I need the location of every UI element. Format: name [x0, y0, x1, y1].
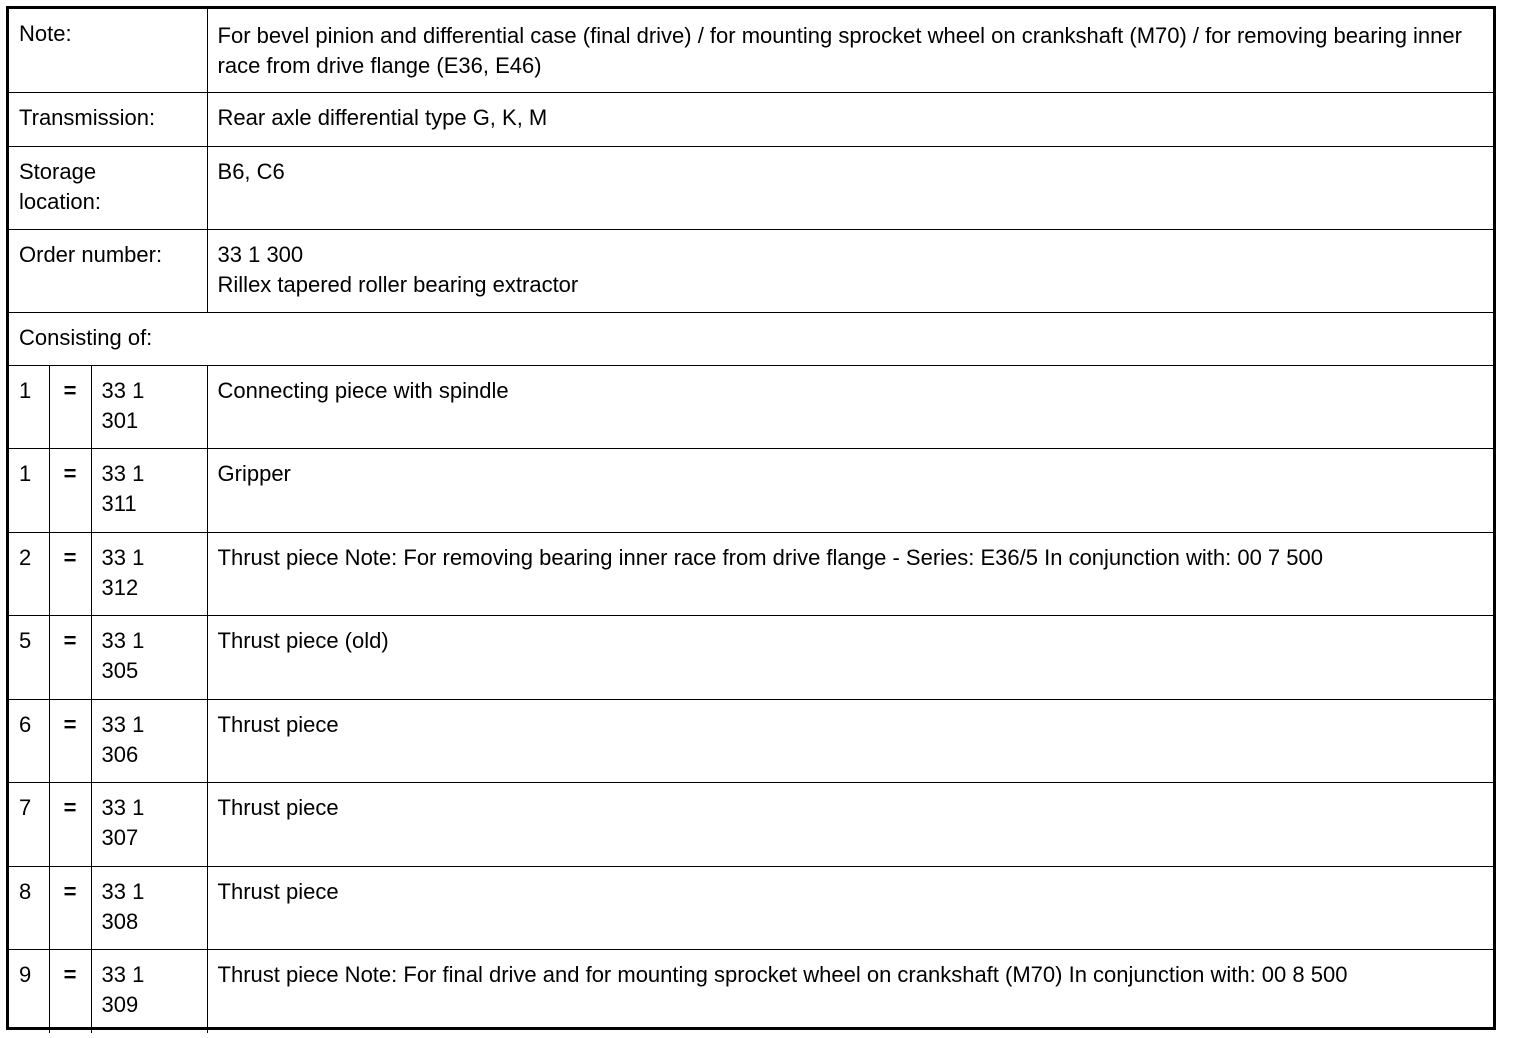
part-row — [9, 365, 1493, 449]
consisting-label: Consisting of: — [9, 312, 1493, 365]
transmission-label: Transmission: — [9, 92, 207, 146]
part-equals: = — [49, 950, 91, 1034]
storage-row — [9, 146, 1493, 229]
part-equals: = — [49, 699, 91, 783]
part-equals: = — [49, 866, 91, 950]
tool-spec-table — [9, 9, 1493, 1033]
part-number: 33 1 311 — [91, 449, 207, 533]
part-quantity: 1 — [9, 449, 49, 533]
part-row — [9, 616, 1493, 700]
note-label: Note: — [9, 9, 207, 92]
part-description: Gripper — [207, 449, 1493, 533]
part-quantity: 7 — [9, 783, 49, 867]
part-number: 33 1 308 — [91, 866, 207, 950]
part-row — [9, 950, 1493, 1034]
part-row — [9, 532, 1493, 616]
order-row — [9, 229, 1493, 312]
order-label: Order number: — [9, 229, 207, 312]
order-value — [207, 229, 1493, 312]
part-number: 33 1 312 — [91, 532, 207, 616]
part-equals: = — [49, 616, 91, 700]
part-equals: = — [49, 532, 91, 616]
part-number: 33 1 306 — [91, 699, 207, 783]
part-description: Thrust piece — [207, 699, 1493, 783]
part-description: Thrust piece — [207, 783, 1493, 867]
storage-value: B6, C6 — [207, 146, 1493, 229]
part-row — [9, 866, 1493, 950]
part-description: Thrust piece (old) — [207, 616, 1493, 700]
part-row — [9, 783, 1493, 867]
note-row — [9, 9, 1493, 92]
special-tool-sheet — [6, 6, 1496, 1030]
part-description: Connecting piece with spindle — [207, 365, 1493, 449]
part-description: Thrust piece Note: For final drive and for mounting sprocket wheel on crankshaft (M70) In conjunction with: 00 8 500 — [207, 950, 1493, 1034]
consisting-row — [9, 312, 1493, 365]
part-number: 33 1 307 — [91, 783, 207, 867]
part-row — [9, 449, 1493, 533]
transmission-row — [9, 92, 1493, 146]
part-quantity: 5 — [9, 616, 49, 700]
part-quantity: 1 — [9, 365, 49, 449]
order-number: 33 1 300 — [217, 241, 304, 267]
part-quantity: 9 — [9, 950, 49, 1034]
part-quantity: 2 — [9, 532, 49, 616]
note-value: For bevel pinion and differential case (final drive) / for mounting sprocket wheel on crankshaft (M70) / for removing bearing inner race from drive flange (E36, E46) — [207, 9, 1493, 92]
part-description: Thrust piece — [207, 866, 1493, 950]
part-number: 33 1 305 — [91, 616, 207, 700]
part-quantity: 8 — [9, 866, 49, 950]
part-equals: = — [49, 365, 91, 449]
part-description: Thrust piece Note: For removing bearing inner race from drive flange - Series: E36/5 In conjunction with: 00 7 500 — [207, 532, 1493, 616]
part-equals: = — [49, 449, 91, 533]
transmission-value: Rear axle differential type G, K, M — [207, 92, 1493, 146]
part-quantity: 6 — [9, 699, 49, 783]
order-description: Rillex tapered roller bearing extractor — [217, 271, 579, 297]
part-number: 33 1 301 — [91, 365, 207, 449]
part-number: 33 1 309 — [91, 950, 207, 1034]
storage-label: Storage location: — [9, 146, 207, 229]
part-equals: = — [49, 783, 91, 867]
part-row — [9, 699, 1493, 783]
